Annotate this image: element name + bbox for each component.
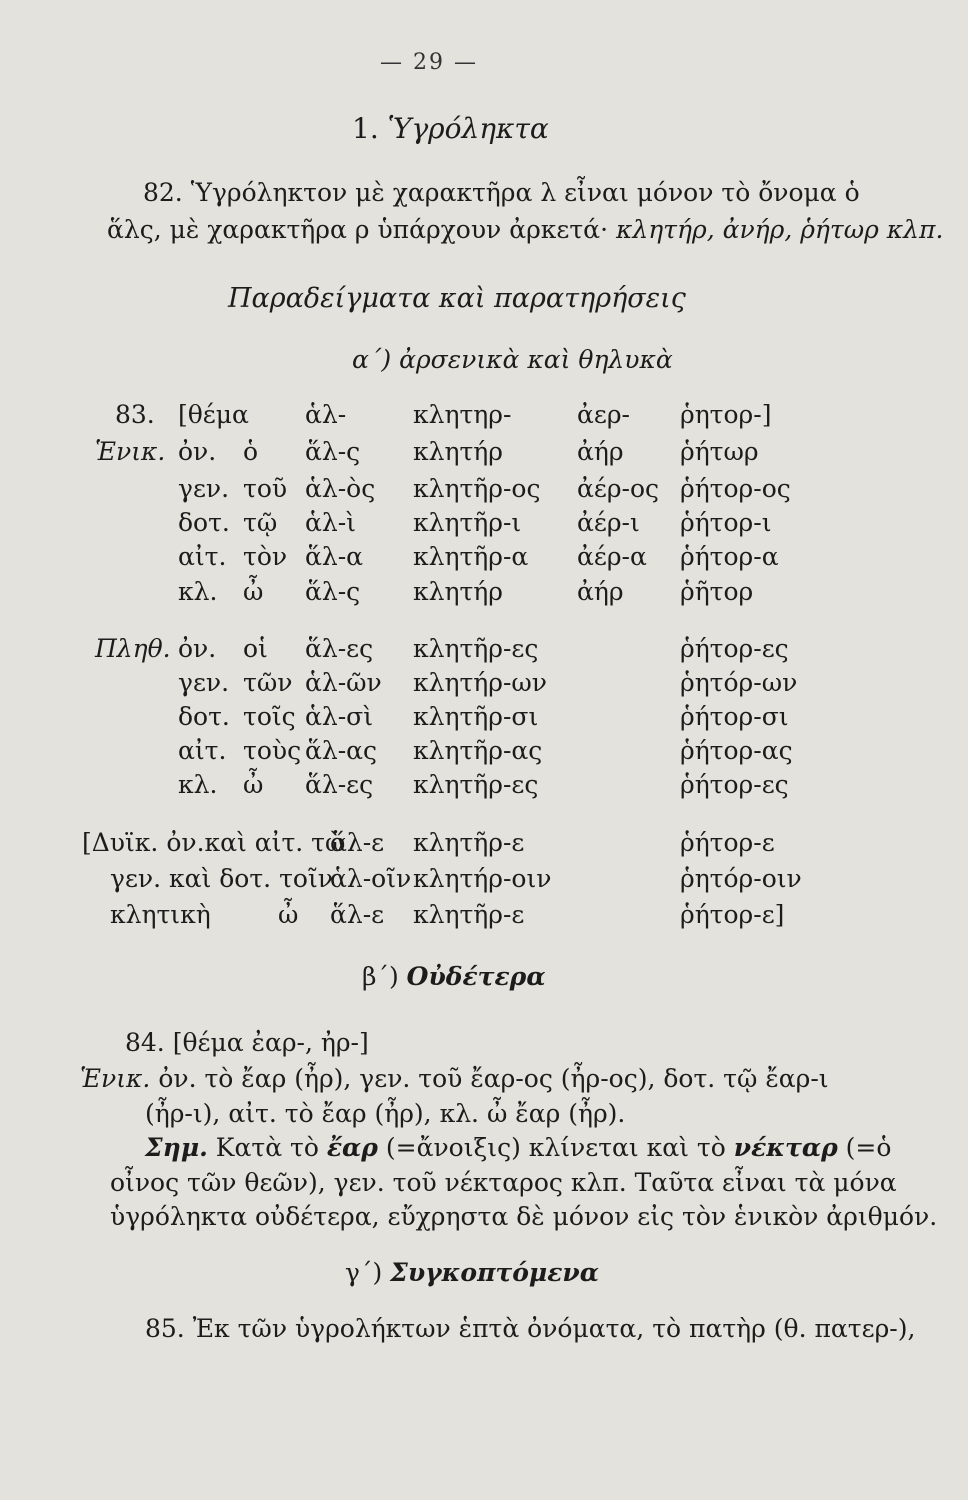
number-label-plural: Πληθ. <box>95 634 171 663</box>
p84-line3: (ἦρ-ι), αἰτ. τὸ ἔαρ (ἦρ), κλ. ὦ ἔαρ (ἦρ). <box>145 1099 626 1128</box>
cell: [θέμα <box>178 400 249 429</box>
cell: κλητῆρ-ε <box>413 828 525 857</box>
note-word: νέκταρ <box>733 1133 838 1162</box>
cell: τοὺς <box>243 736 302 765</box>
cell: ῥήτορ-ες <box>680 634 789 663</box>
cell: ῥήτορ-ας <box>680 736 793 765</box>
cell: κλητήρ-ων <box>413 668 547 697</box>
cell: ἅλ-ες <box>305 634 374 663</box>
cell: ἁλ-ὸς <box>305 474 376 503</box>
cell: κλ. <box>178 770 218 799</box>
note-line1 <box>145 1133 891 1162</box>
cell: κλητήρ-οιν <box>413 864 552 893</box>
cell: κλητῆρ-ες <box>413 770 539 799</box>
subheading-b-title: Οὐδέτερα <box>406 962 546 991</box>
cell: ἅλ-ε <box>330 900 385 929</box>
dual-label: [Δυϊκ. ὀν.καὶ αἰτ. τὼ <box>82 828 346 857</box>
cell: τοῖς <box>243 702 296 731</box>
dual-label: γεν. καὶ δοτ. τοῖν <box>110 864 333 893</box>
cell: τῷ <box>243 508 278 537</box>
note-line3: ὑγρόληκτα οὐδέτερα, εὔχρηστα δὲ μόνον εἰς τὸν ἑνικὸν ἀριθμόν. <box>110 1202 938 1231</box>
cell: τοῦ <box>243 474 288 503</box>
cell: ἀήρ <box>577 437 624 466</box>
section-title <box>352 112 549 145</box>
cell: κλητῆρ-α <box>413 542 529 571</box>
cell: κλητήρ <box>413 577 503 606</box>
number-label-singular: Ἑνικ. <box>95 437 166 466</box>
note-text: (=ὁ <box>837 1133 892 1162</box>
cell: ὀν. <box>178 437 217 466</box>
cell: δοτ. <box>178 508 230 537</box>
cell: ῥῆτορ <box>680 577 754 606</box>
cell: ἁλ-ῶν <box>305 668 382 697</box>
subheading-b <box>362 962 546 991</box>
cell: ῥητόρ-ων <box>680 668 798 697</box>
cell: κλητήρ <box>413 437 503 466</box>
subheading-c-label: γ΄) <box>345 1258 383 1287</box>
cell: τῶν <box>243 668 293 697</box>
note-label: Σημ. <box>145 1133 208 1162</box>
cell: ἅλ-α <box>305 542 364 571</box>
cell: ὦ <box>243 770 264 799</box>
page-number: — 29 — <box>380 50 478 75</box>
cell: ἅλ-ς <box>305 577 361 606</box>
examples-heading: Παραδείγματα καὶ παρατηρήσεις <box>228 283 686 314</box>
section-title-text: Ὑγρόληκτα <box>387 112 549 145</box>
p82-line2-text: ἅλς, μὲ χαρακτῆρα ρ ὑπάρχουν ἀρκετά· <box>107 215 616 244</box>
cell: ἁλ-ὶ <box>305 508 356 537</box>
cell: δοτ. <box>178 702 230 731</box>
cell: ῥήτορ-σι <box>680 702 789 731</box>
subheading-b-label: β΄) <box>362 962 399 991</box>
cell: κλητῆρ-σι <box>413 702 539 731</box>
cell: κλητῆρ-ος <box>413 474 541 503</box>
cell: ἀερ- <box>577 400 630 429</box>
cell: κλητῆρ-ε <box>413 900 525 929</box>
p84-number-label: Ἑνικ. <box>80 1064 151 1093</box>
cell: ἁλ- <box>305 400 347 429</box>
p82-line1: 82. Ὑγρόληκτον μὲ χαρακτῆρα λ εἶναι μόνον τὸ ὄνομα ὁ <box>143 178 860 207</box>
cell: ἀέρ-α <box>577 542 647 571</box>
cell: ἀέρ-ι <box>577 508 640 537</box>
note-text: Κατὰ τὸ <box>207 1133 327 1162</box>
cell: οἱ <box>243 634 268 663</box>
cell: αἰτ. <box>178 542 227 571</box>
cell: ῥήτορ-ε] <box>680 900 785 929</box>
cell: ἀήρ <box>577 577 624 606</box>
cell: ὦ <box>243 577 264 606</box>
section-number: 1. <box>352 112 379 145</box>
cell: ῥήτορ-ε <box>680 828 775 857</box>
p84-line2 <box>80 1064 829 1093</box>
cell: ἀέρ-ος <box>577 474 660 503</box>
note-text: (=ἄνοιξις) κλίνεται καὶ τὸ <box>377 1133 734 1162</box>
cell: κλητῆρ-ι <box>413 508 522 537</box>
cell: ῥητορ-] <box>680 400 772 429</box>
cell: κλ. <box>178 577 218 606</box>
cell: ῥήτορ-ος <box>680 474 791 503</box>
p84-line1: 84. [θέμα ἐαρ-, ἠρ-] <box>125 1028 369 1057</box>
subheading-c-title: Συγκοπτόμενα <box>390 1258 599 1287</box>
cell: ῥήτορ-α <box>680 542 779 571</box>
cell: γεν. <box>178 474 230 503</box>
cell: ἅλ-ες <box>305 770 374 799</box>
p84-line2-text: ὀν. τὸ ἔαρ (ἦρ), γεν. τοῦ ἔαρ-ος (ἦρ-ος), δοτ. τῷ ἔαρ-ι <box>150 1064 829 1093</box>
cell: κλητῆρ-ας <box>413 736 543 765</box>
cell: ὀν. <box>178 634 217 663</box>
dual-label: κλητικὴ <box>110 900 211 929</box>
cell: ἁλ-οῖν <box>330 864 412 893</box>
cell: ὦ <box>278 900 299 929</box>
cell: ἅλ-ς <box>305 437 361 466</box>
p82-examples: κλητήρ, ἀνήρ, ῥήτωρ κλπ. <box>615 215 944 244</box>
cell: αἰτ. <box>178 736 227 765</box>
cell: 83. <box>115 400 155 429</box>
subheading-c <box>345 1258 599 1287</box>
note-word: ἔαρ <box>326 1133 378 1162</box>
cell: ῥήτορ-ι <box>680 508 772 537</box>
cell: κλητῆρ-ες <box>413 634 539 663</box>
p82-line2 <box>107 215 943 244</box>
cell: τὸν <box>243 542 288 571</box>
cell: ἅλ-ε <box>330 828 385 857</box>
note-line2: οἶνος τῶν θεῶν), γεν. τοῦ νέκταρος κλπ. Ταῦτα εἶναι τὰ μόνα <box>110 1168 897 1197</box>
cell: ὁ <box>243 437 259 466</box>
cell: ἅλ-ας <box>305 736 378 765</box>
cell: ῥήτορ-ες <box>680 770 789 799</box>
p85-line1: 85. Ἐκ τῶν ὑγρολήκτων ἑπτὰ ὀνόματα, τὸ πατὴρ (θ. πατερ-), <box>145 1314 916 1343</box>
cell: ῥητόρ-οιν <box>680 864 802 893</box>
subheading-a: α΄) ἀρσενικὰ καὶ θηλυκὰ <box>352 345 673 374</box>
cell: ῥήτωρ <box>680 437 759 466</box>
cell: ἁλ-σὶ <box>305 702 374 731</box>
cell: γεν. <box>178 668 230 697</box>
cell: κλητηρ- <box>413 400 512 429</box>
